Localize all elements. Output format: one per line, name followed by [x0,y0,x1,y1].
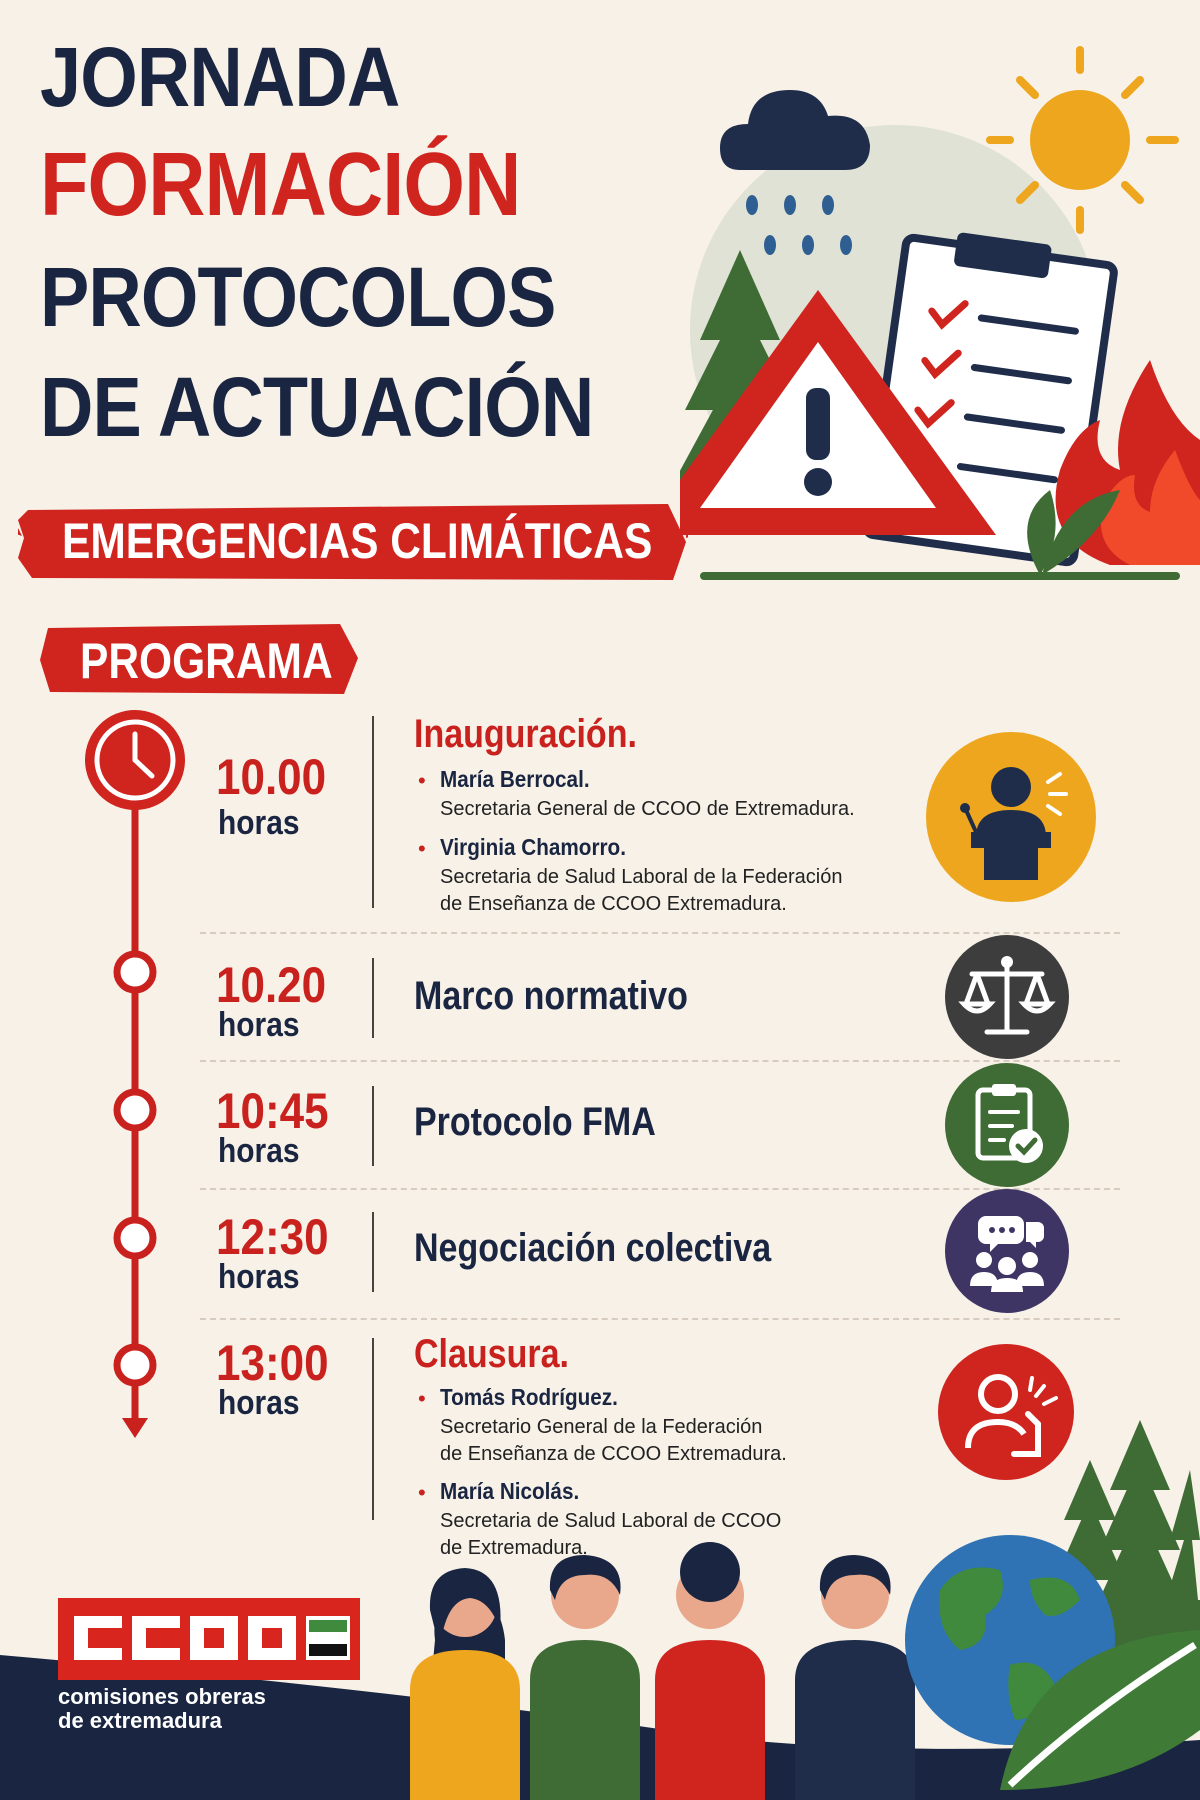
speaker-name: Virginia Chamorro. [440,834,626,860]
row-3-separator [372,1086,374,1166]
title-line-3: PROTOCOLOS [40,250,556,344]
timeline-dot-2 [117,954,153,990]
banner-emergencias: EMERGENCIAS CLIMÁTICAS [62,513,653,569]
timeline-dot-5 [117,1347,153,1383]
clock-icon [85,710,185,810]
time-4: 12:30 [216,1209,329,1265]
sun-icon [990,50,1175,230]
logo-subtitle-2: de extremadura [58,1708,222,1733]
time-1: 10.00 [216,749,327,805]
clipboard-check-icon [942,1060,1072,1190]
time-3-unit: horas [218,1132,300,1170]
session-4-title: Negociación colectiva [414,1226,772,1270]
time-4-unit: horas [218,1258,300,1296]
scales-icon [942,932,1072,1062]
speaker-role: Secretaria General de CCOO de Extremadura. [440,798,855,820]
speaker-role: Secretaria de Salud Laboral de CCOO de Extremadura. [440,1510,782,1559]
time-2: 10.20 [216,957,327,1013]
time-3: 10:45 [216,1083,329,1139]
title-line-2: FORMACIÓN [40,135,521,235]
time-2-unit: horas [218,1006,300,1044]
logo-subtitle-1: comisiones obreras [58,1684,266,1709]
session-1-title: Inauguración. [414,712,637,756]
row-divider [200,1318,1120,1320]
hero-illustration [680,20,1200,590]
speaker-name: Tomás Rodríguez. [440,1384,618,1410]
speaker-1 [418,766,1000,823]
title-line-4: DE ACTUACIÓN [40,360,594,454]
session-5-title: Clausura. [414,1332,569,1376]
timeline-dot-3 [117,1092,153,1128]
time-5: 13:00 [216,1335,329,1391]
session-2-title: Marco normativo [414,974,688,1018]
speaker-name: María Nicolás. [440,1478,580,1504]
timeline-dot-4 [117,1220,153,1256]
ground-line [700,572,1180,580]
row-2-separator [372,958,374,1038]
bullet-icon: • [418,1480,426,1505]
event-title [40,30,690,475]
speaker-2 [418,834,1000,918]
speaker-role: Secretario General de la Federación de Enseñanza de CCOO Extremadura. [440,1416,787,1465]
ccoo-logo [58,1598,360,1680]
bullet-icon: • [418,768,426,793]
group-chat-icon [942,1186,1072,1316]
title-line-1: JORNADA [40,30,400,124]
time-5-unit: horas [218,1384,300,1422]
speaker-podium-icon [926,732,1096,902]
ccoo-logo-mark [58,1598,360,1680]
speaker-role: Secretaria de Salud Laboral de la Federación de Enseñanza de CCOO Extremadura. [440,866,843,915]
time-1-unit: horas [218,804,300,842]
timeline [70,710,200,1450]
programa-label: PROGRAMA [80,633,333,689]
people-illustration [410,1542,915,1800]
row-1-separator [372,716,374,908]
row-4-separator [372,1212,374,1292]
bullet-icon: • [418,1386,426,1411]
bullet-icon: • [418,836,426,861]
session-3-title: Protocolo FMA [414,1100,656,1144]
speaker-name: María Berrocal. [440,766,590,792]
